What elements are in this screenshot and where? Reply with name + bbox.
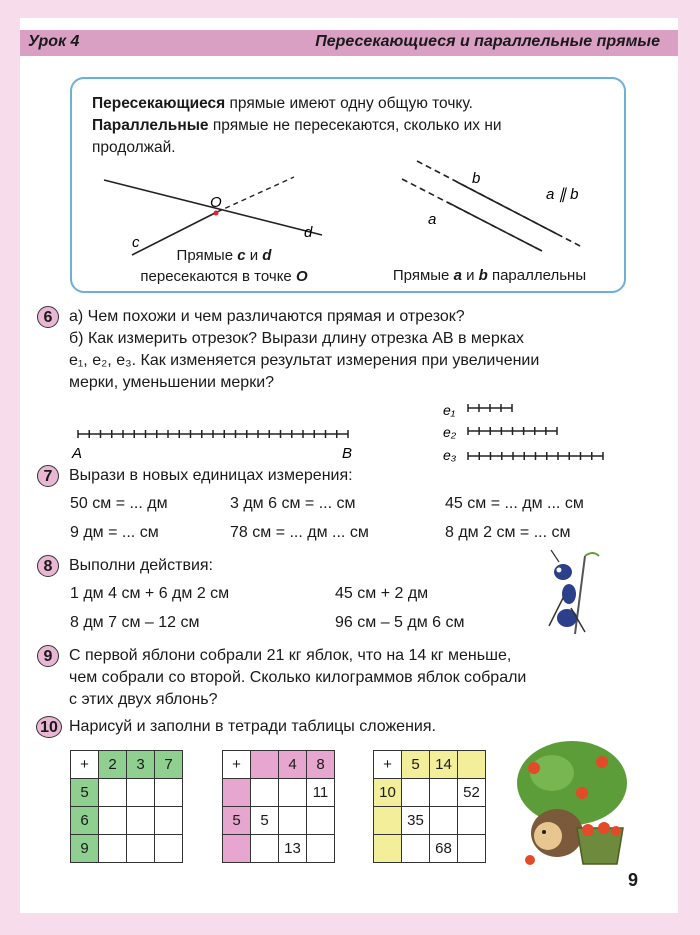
lesson-number: Урок 4 (28, 33, 80, 50)
task-7-eq-1: 50 см = ... дм (70, 495, 168, 512)
table-cell (279, 807, 307, 835)
caption-p-and: и (461, 267, 479, 284)
line-c-dashed (217, 177, 294, 212)
table-header-cell: 5 (402, 751, 430, 779)
task-8-title: Выполни действия: (69, 557, 213, 574)
label-o: O (210, 194, 222, 211)
ant-illustration (545, 548, 605, 638)
table-header-cell (223, 779, 251, 807)
caption-parallel (362, 265, 617, 286)
addition-table-2 (222, 750, 335, 863)
caption-p-text: Прямые (392, 267, 454, 284)
table-cell: 11 (307, 779, 335, 807)
task-7-eq-2: 3 дм 6 см = ... см (230, 495, 356, 512)
table-cell (155, 835, 183, 863)
table-cell (155, 779, 183, 807)
line-b-dashed-right (557, 234, 582, 247)
task-7-eq-6: 8 дм 2 см = ... см (445, 524, 571, 541)
table-header-cell: 7 (155, 751, 183, 779)
label-point-b: B (342, 445, 353, 462)
task-9-number: 9 (37, 645, 59, 667)
table-corner-plus: + (374, 751, 402, 779)
table-cell (307, 807, 335, 835)
table-corner-plus: + (223, 751, 251, 779)
table-cell (99, 807, 127, 835)
label-point-a: A (72, 445, 83, 462)
table-cell (458, 835, 486, 863)
table-header-cell: 5 (71, 779, 99, 807)
label-e1: e₁ (443, 402, 456, 418)
caption-c: c (237, 247, 246, 264)
task-6-line-4: мерки, уменьшении мерки? (69, 374, 275, 391)
task-9-line-3: с этих двух яблонь? (69, 691, 218, 708)
table-cell (99, 835, 127, 863)
table-header-cell: 6 (71, 807, 99, 835)
table-header-cell: 9 (71, 835, 99, 863)
textbook-page (20, 18, 678, 913)
table-header-cell: 2 (99, 751, 127, 779)
table-cell: 35 (402, 807, 430, 835)
task-9-line-1: С первой яблони собрали 21 кг яблок, что на 14 кг меньше, (69, 647, 512, 664)
caption-text: Прямые (176, 247, 238, 264)
label-d: d (304, 224, 313, 241)
line-a (447, 202, 542, 251)
caption-and: и (245, 247, 263, 264)
caption-d: d (262, 247, 272, 264)
table-header-cell (374, 835, 402, 863)
measure-e3 (468, 452, 603, 460)
table-cell (127, 807, 155, 835)
task-8-expr-3: 8 дм 7 см – 12 см (70, 614, 200, 631)
label-e3: e₃ (443, 447, 457, 463)
task-7-eq-3: 45 см = ... дм ... см (445, 495, 584, 512)
table-cell (155, 807, 183, 835)
task-6-number: 6 (37, 306, 59, 328)
segment-figure (20, 388, 678, 468)
lesson-topic: Пересекающиеся и параллельные прямые (315, 33, 660, 50)
table-header-cell: 5 (223, 807, 251, 835)
label-c: c (132, 234, 140, 251)
addition-table-1 (70, 750, 183, 863)
caption-p-end: параллельны (487, 267, 587, 284)
task-8-number: 8 (37, 555, 59, 577)
table-cell: 52 (458, 779, 486, 807)
table-cell (402, 835, 430, 863)
table-corner-plus: + (71, 751, 99, 779)
table-cell (251, 835, 279, 863)
definition-box (70, 77, 626, 293)
table-header-cell (223, 835, 251, 863)
definition-line-2: прямые не пересекаются, сколько их ни (208, 117, 502, 134)
table-cell (251, 779, 279, 807)
caption-intersecting (134, 245, 314, 287)
task-6-line-1: а) Чем похожи и чем различаются прямая и отрезок? (69, 308, 465, 325)
line-b (457, 182, 557, 234)
table-header-cell: 8 (307, 751, 335, 779)
task-6-line-3: e₁, e₂, e₃. Как изменяется результат измерения при увеличении (69, 352, 540, 369)
table-header-cell: 4 (279, 751, 307, 779)
task-7-title: Вырази в новых единицах измерения: (69, 467, 353, 484)
table-header-cell: 14 (430, 751, 458, 779)
task-6-line-2: б) Как измерить отрезок? Вырази длину отрезка AB в мерках (69, 330, 524, 347)
addition-table-3 (373, 750, 486, 863)
table-cell: 13 (279, 835, 307, 863)
caption-o: O (295, 268, 308, 285)
label-b: b (472, 170, 481, 187)
task-8-expr-1: 1 дм 4 см + 6 дм 2 см (70, 585, 230, 602)
table-cell (127, 779, 155, 807)
table-cell (127, 835, 155, 863)
term-intersecting: Пересекающиеся (92, 95, 226, 112)
task-9-line-2: чем собрали со второй. Сколько килограммов яблок собрали (69, 669, 527, 686)
table-header-cell (458, 751, 486, 779)
term-parallel: Параллельные (92, 117, 209, 134)
table-cell (458, 807, 486, 835)
caption-p-a: a (453, 267, 462, 284)
hedgehog-illustration (512, 738, 630, 868)
table-cell (307, 835, 335, 863)
task-7-eq-5: 78 см = ... дм ... см (230, 524, 369, 541)
definition-line-1: прямые имеют одну общую точку. (225, 95, 473, 112)
task-10-number: 10 (36, 716, 62, 738)
table-cell: 68 (430, 835, 458, 863)
label-e2: e₂ (443, 424, 457, 440)
caption-p-b: b (478, 267, 488, 284)
task-7-number: 7 (37, 465, 59, 487)
table-header-cell (251, 751, 279, 779)
table-header-cell: 10 (374, 779, 402, 807)
label-a: a (428, 211, 437, 228)
task-8-expr-2: 45 см + 2 дм (335, 585, 429, 602)
table-cell (430, 807, 458, 835)
parallel-notation: a ∥ b (546, 186, 579, 203)
table-header-cell (374, 807, 402, 835)
caption-point: пересекаются в точке (140, 268, 296, 285)
segment-ab (78, 430, 348, 438)
table-cell (99, 779, 127, 807)
task-10-title: Нарисуй и заполни в тетради таблицы сложения. (69, 718, 436, 735)
measure-e2 (468, 427, 557, 435)
task-7-eq-4: 9 дм = ... см (70, 524, 159, 541)
lesson-header (20, 30, 678, 56)
definition-line-3: продолжай. (92, 139, 176, 156)
task-8-expr-4: 96 см – 5 дм 6 см (335, 614, 465, 631)
page-number: 9 (627, 870, 638, 890)
point-o (214, 211, 219, 216)
table-cell: 5 (251, 807, 279, 835)
table-header-cell: 3 (127, 751, 155, 779)
table-cell (279, 779, 307, 807)
table-cell (402, 779, 430, 807)
table-cell (430, 779, 458, 807)
measure-e1 (468, 404, 512, 412)
